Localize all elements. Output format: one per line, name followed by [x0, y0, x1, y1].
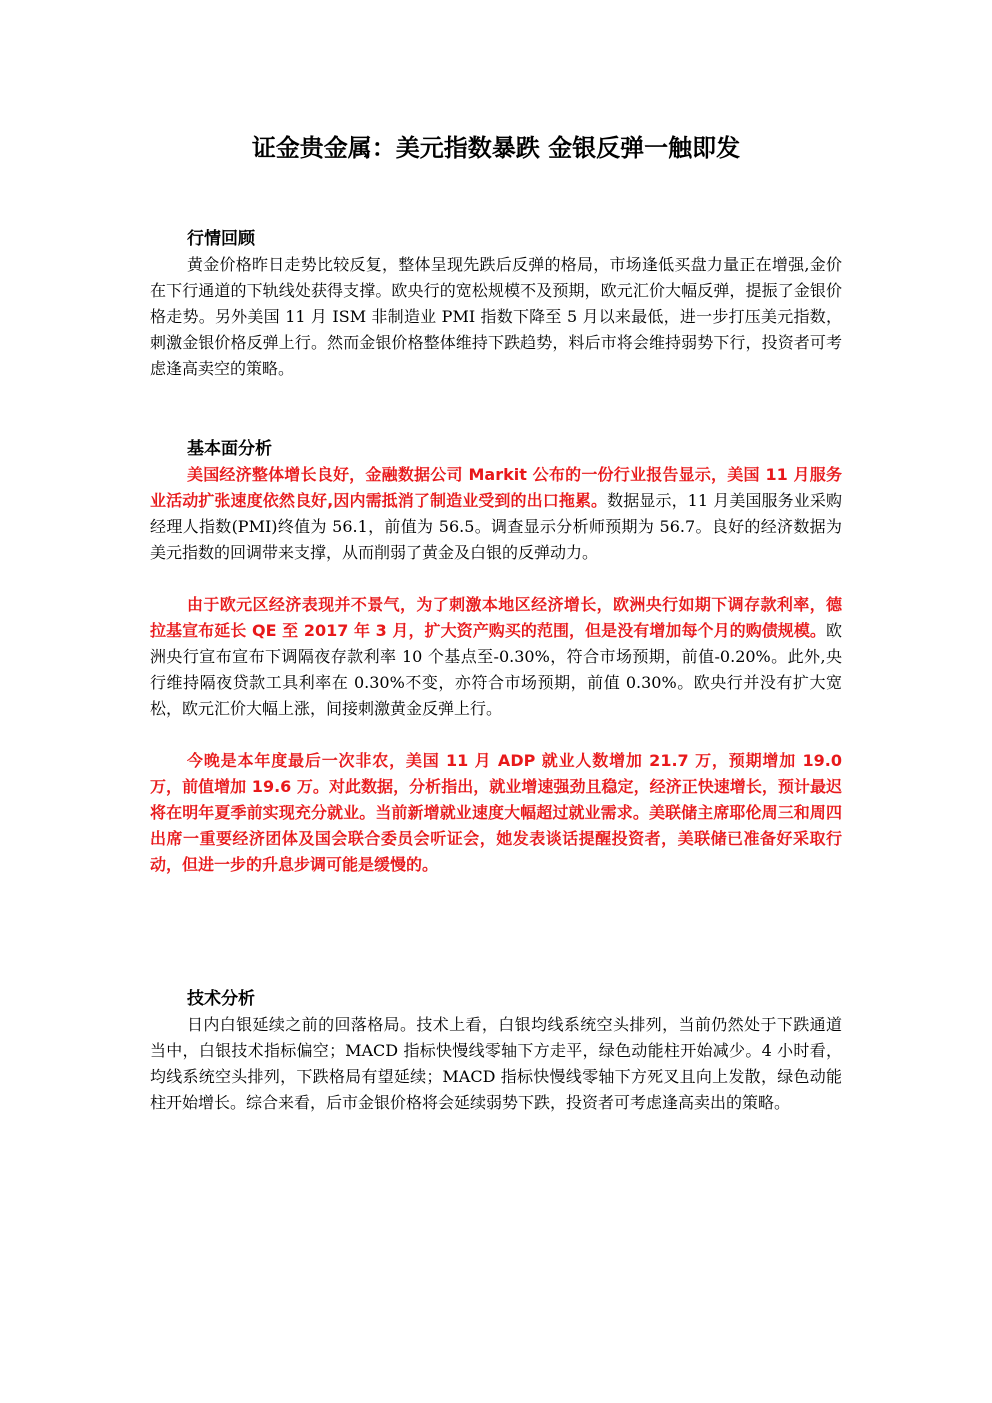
fundamentals-p2-emphasis: 由于欧元区经济表现并不景气，为了刺激本地区经济增长，欧洲央行如期下调存款利率，德拉基宣布延长 QE 至 2017 年 3 月，扩大资产购买的范围，但是没有增加每个月的购债规模。 [150, 595, 842, 640]
section-technical [150, 986, 842, 1116]
fundamentals-p1-body: 数据显示，11 月美国服务业采购经理人指数(PMI)终值为 56.1，前值为 56.5。调查显示分析师预期为 56.7。良好的经济数据为美元指数的回调带来支撑，从而削弱了黄金及白银的反弹动力。 [150, 491, 842, 562]
technical-paragraph: 日内白银延续之前的回落格局。技术上看，白银均线系统空头排列，当前仍然处于下跌通道当中，白银技术指标偏空；MACD 指标快慢线零轴下方走平，绿色动能柱开始减少。4 小时看，均线系统空头排列，下跌格局有望延续；MACD 指标快慢线零轴下方死叉且向上发散，绿色动能柱开始增长。综合来看，后市金银价格将会延续弱势下跌，投资者可考虑逢高卖出的策略。 [150, 1015, 842, 1112]
section-heading-technical: 技术分析 [187, 989, 255, 1009]
fundamentals-p1-emphasis: 美国经济整体增长良好，金融数据公司 Markit 公布的一份行业报告显示，美国 11 月服务业活动扩张速度依然良好,因内需抵消了制造业受到的出口拖累。 [150, 465, 842, 510]
fundamentals-p3-emphasis: 今晚是本年度最后一次非农，美国 11 月 ADP 就业人数增加 21.7 万，预期增加 19.0 万，前值增加 19.6 万。对此数据，分析指出，就业增速强劲且稳定，经济正快速增长，预计最迟将在明年夏季前实现充分就业。当前新增就业速度大幅超过就业需求。美联储主席耶伦周三和周四出席一重要经济团体及国会联合委员会听证会，她发表谈话提醒投资者，美联储已准备好采取行动，但进一步的升息步调可能是缓慢的。 [150, 751, 842, 874]
fundamentals-p2-body: 欧洲央行宣布宣布下调隔夜存款利率 10 个基点至-0.30%，符合市场预期，前值-0.20%。此外,央行维持隔夜贷款工具利率在 0.30%不变，亦符合市场预期，前值 0.30%。欧央行并没有扩大宽松，欧元汇价大幅上涨，间接刺激黄金反弹上行。 [150, 621, 842, 718]
market-review-paragraph: 黄金价格昨日走势比较反复，整体呈现先跌后反弹的格局，市场逢低买盘力量正在增强,金价在下行通道的下轨线处获得支撑。欧央行的宽松规模不及预期，欧元汇价大幅反弹，提振了金银价格走势。另外美国 11 月 ISM 非制造业 PMI 指数下降至 5 月以来最低，进一步打压美元指数，刺激金银价格反弹上行。然而金银价格整体维持下跌趋势，料后市将会维持弱势下行，投资者可考虑逢高卖空的策略。 [150, 255, 842, 378]
fundamentals-paragraph-1 [150, 462, 842, 566]
fundamentals-paragraph-2 [150, 592, 842, 722]
section-fundamentals [150, 436, 842, 878]
section-heading-fundamentals: 基本面分析 [187, 439, 272, 459]
fundamentals-paragraph-3 [150, 748, 842, 878]
section-market-review [150, 226, 842, 382]
document-title: 证金贵金属：美元指数暴跌 金银反弹一触即发 [251, 134, 741, 162]
section-heading-market-review: 行情回顾 [187, 229, 255, 249]
